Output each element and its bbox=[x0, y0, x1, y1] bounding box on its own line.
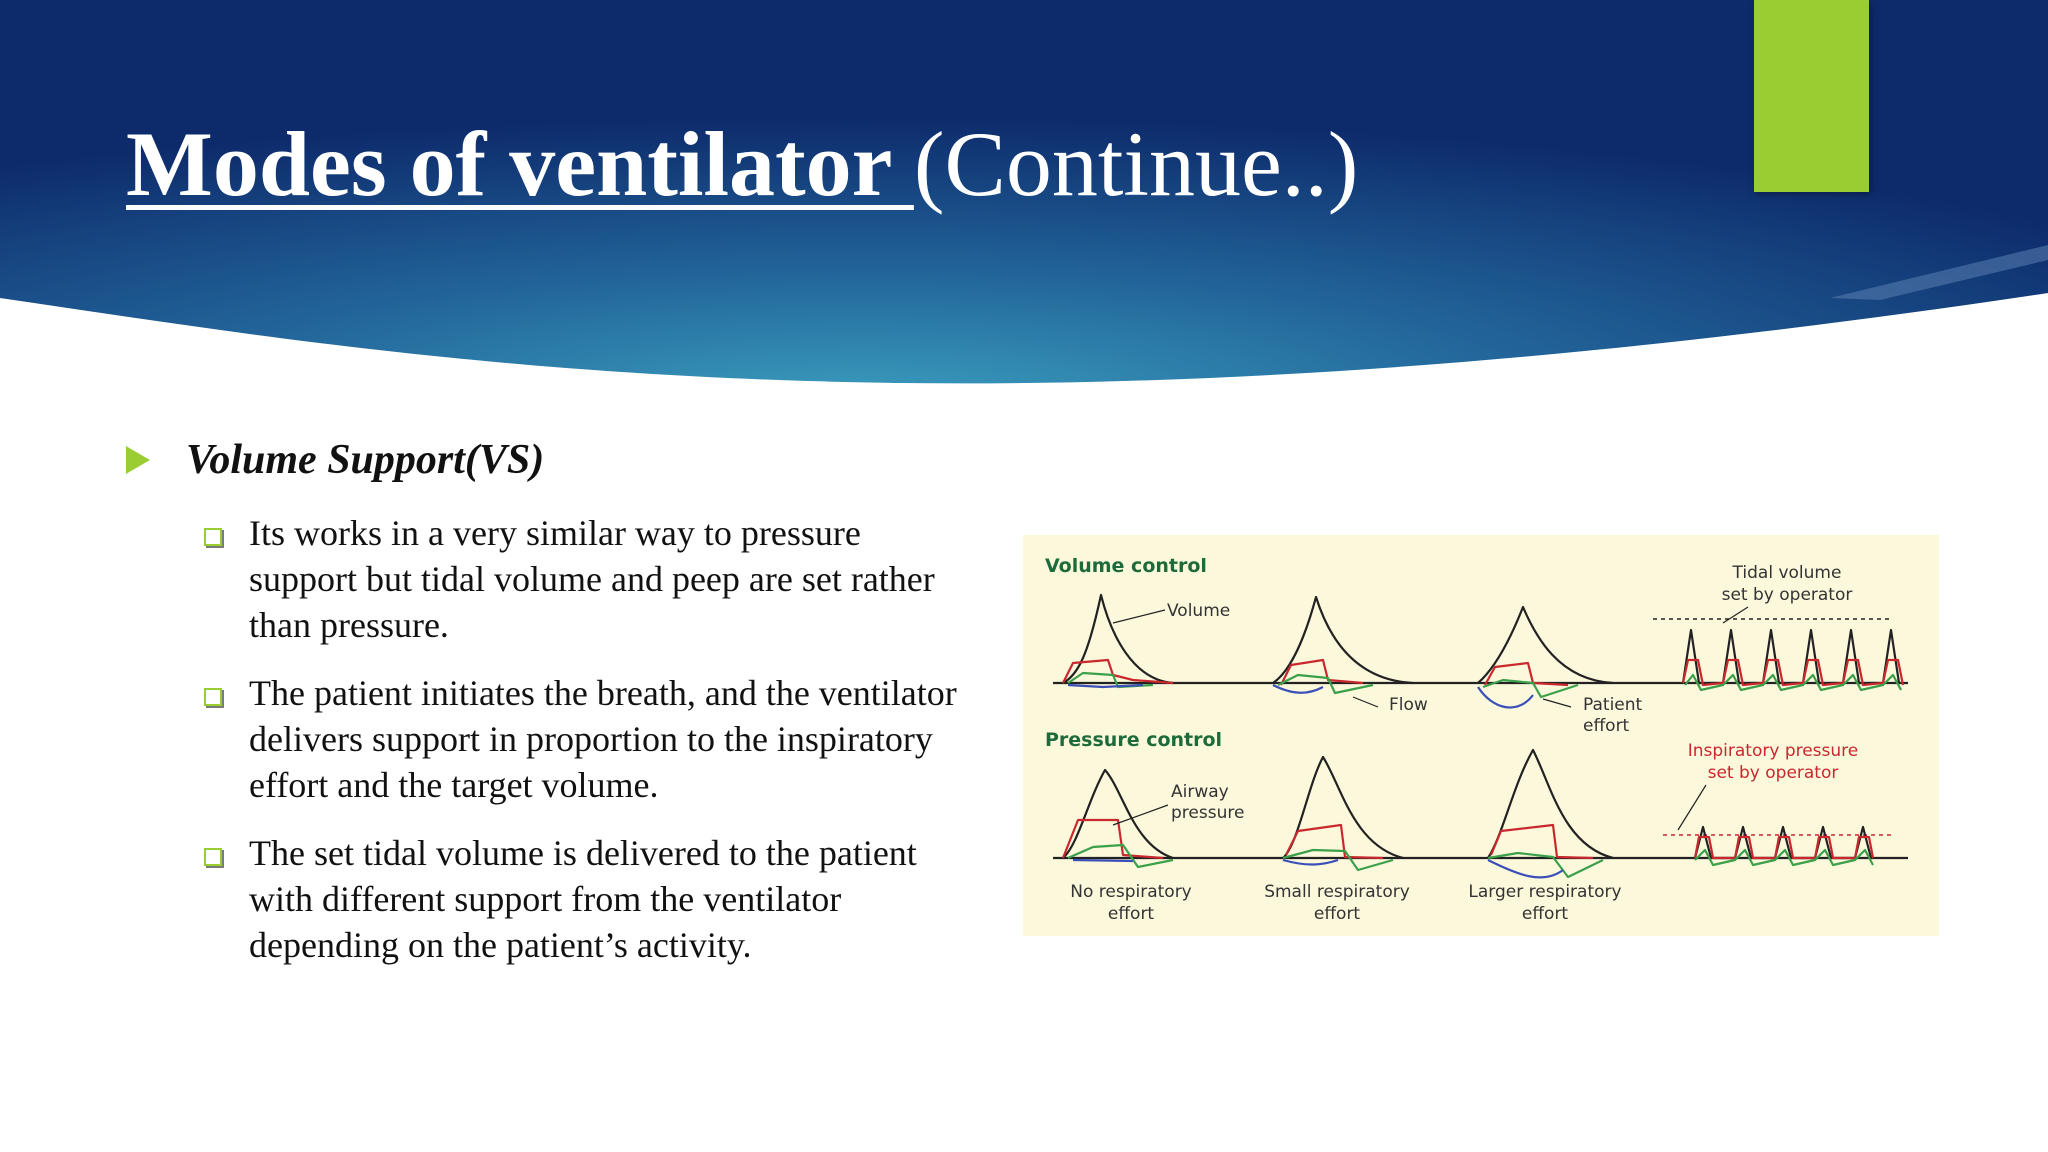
volume-control-heading: Volume control bbox=[1045, 555, 1207, 577]
square-bullet-icon bbox=[204, 848, 222, 866]
title-rest: (Continue..) bbox=[913, 113, 1359, 215]
square-bullet-icon bbox=[204, 528, 222, 546]
pressure-control-heading: Pressure control bbox=[1045, 729, 1223, 751]
label-larger-effort-1: Larger respiratory bbox=[1468, 882, 1622, 902]
label-tidal-volume-1: Tidal volume bbox=[1732, 563, 1842, 583]
slide-title bbox=[126, 113, 1359, 215]
label-patient-effort-2: effort bbox=[1583, 716, 1630, 736]
waveform-drawing bbox=[1023, 535, 1939, 936]
label-airway-pressure-1: Airway bbox=[1171, 782, 1229, 802]
label-no-effort-2: effort bbox=[1107, 904, 1155, 924]
label-larger-effort-2: effort bbox=[1521, 904, 1569, 924]
label-patient-effort-1: Patient bbox=[1583, 695, 1643, 715]
bullet-volume-support bbox=[126, 436, 544, 484]
sub-point bbox=[204, 670, 964, 808]
sub-point-list bbox=[204, 510, 964, 990]
label-tidal-volume-2: set by operator bbox=[1721, 585, 1853, 605]
square-bullet-icon bbox=[204, 688, 222, 706]
bullet-text: Volume Support(VS) bbox=[186, 437, 545, 483]
arrow-bullet-icon bbox=[126, 446, 150, 474]
label-insp-pressure-1: Inspiratory pressure bbox=[1687, 741, 1859, 761]
label-small-effort-2: effort bbox=[1313, 904, 1361, 924]
label-airway-pressure-2: pressure bbox=[1171, 803, 1245, 823]
label-no-effort-1: No respiratory bbox=[1070, 882, 1192, 902]
sub-point bbox=[204, 510, 964, 648]
label-small-effort-1: Small respiratory bbox=[1264, 882, 1410, 902]
ventilation-waveform-figure bbox=[1023, 535, 1939, 936]
title-main: Modes of ventilator bbox=[126, 113, 914, 215]
sub-point-text: The patient initiates the breath, and the ventilator delivers support in proportion to the inspiratory effort and the target volume. bbox=[249, 673, 957, 805]
label-insp-pressure-2: set by operator bbox=[1707, 763, 1839, 783]
accent-bar bbox=[1754, 0, 1869, 192]
sub-point-text: The set tidal volume is delivered to the patient with different support from the ventilator depending on the patient’s activity. bbox=[249, 833, 917, 965]
label-volume: Volume bbox=[1167, 601, 1231, 621]
sub-point-text: Its works in a very similar way to pressure support but tidal volume and peep are set rather than pressure. bbox=[249, 513, 935, 645]
label-flow: Flow bbox=[1389, 695, 1428, 715]
sub-point bbox=[204, 830, 964, 968]
